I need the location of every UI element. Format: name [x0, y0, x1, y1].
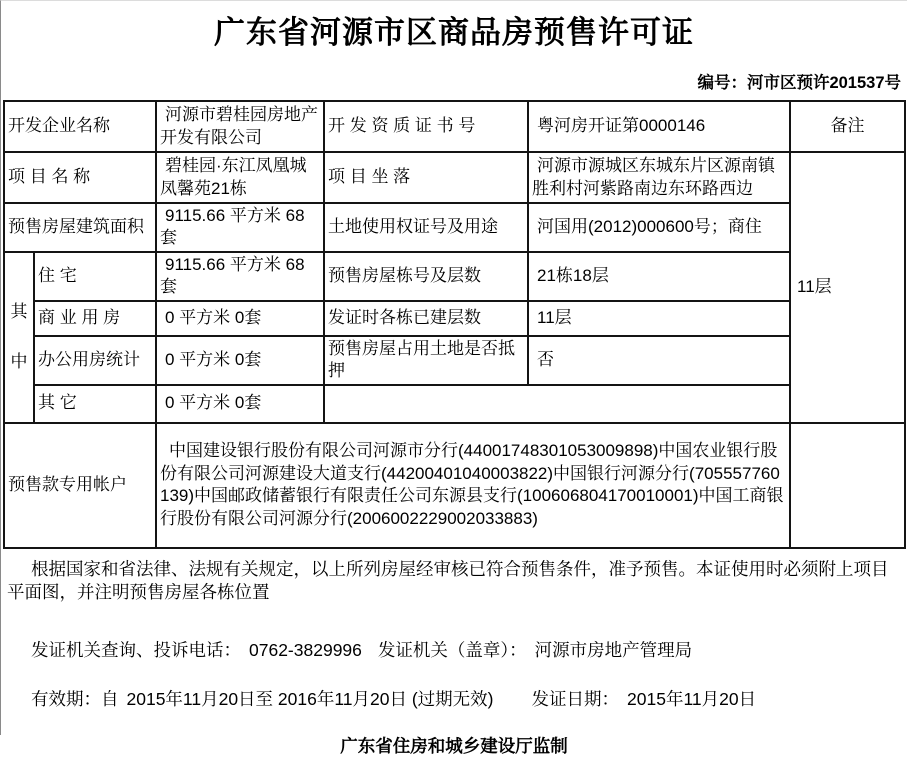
issue-date-value: 2015年11月20日: [627, 689, 757, 710]
built-floors-label: 发证时各栋已建层数: [324, 301, 528, 336]
built-floors-value: 11层: [528, 301, 790, 336]
empty-cell: [324, 385, 790, 423]
project-location-label: 项 目 坐 落: [324, 152, 528, 203]
residential-value: 9115.66 平方米 68套: [156, 252, 324, 301]
validity-value: 2015年11月20日至 2016年11月20日 (过期无效): [126, 689, 494, 710]
table-row: [4, 252, 905, 301]
remark-header: 备注: [790, 101, 905, 152]
project-name-label: 项 目 名 称: [4, 152, 156, 203]
page-title: 广东省河源市区商品房预售许可证: [214, 15, 694, 50]
table-row: [4, 152, 905, 203]
supervising-authority-footer: 广东省住房和城乡建设厅监制: [340, 736, 568, 757]
serial-number: 编号：河市区预许201537号: [697, 74, 901, 92]
land-cert-value: 河国用(2012)000600号；商住: [528, 203, 790, 252]
remark-value: 11层: [790, 152, 905, 423]
escrow-account-value: 中国建设银行股份有限公司河源市分行(44001748301053009898)中国农业银行股份有限公司河源建设大道支行(44200401040003822)中国银行河源分行(705557760139)中国邮政储蓄银行有限责任公司东源县支行(100606804170010001)中国工商银行股份有限公司河源分行(2006002229002033883): [156, 423, 790, 548]
commercial-value: 0 平方米 0套: [156, 301, 324, 336]
developer-name-value: 河源市碧桂园房地产开发有限公司: [156, 101, 324, 152]
escrow-account-label: 预售款专用帐户: [4, 423, 156, 548]
phone-label: 发证机关查询、投诉电话：: [31, 640, 241, 661]
building-floors-label: 预售房屋栋号及层数: [324, 252, 528, 301]
validity-line: [31, 686, 907, 711]
presale-area-label: 预售房屋建筑面积: [4, 203, 156, 252]
land-mortgaged-value: 否: [528, 336, 790, 385]
office-value: 0 平方米 0套: [156, 336, 324, 385]
commercial-label: 商 业 用 房: [34, 301, 156, 336]
residential-label: 住 宅: [34, 252, 156, 301]
land-cert-label: 土地使用权证号及用途: [324, 203, 528, 252]
table-row: [4, 423, 905, 548]
project-name-value: 碧桂园·东江凤凰城凤馨苑21栋: [156, 152, 324, 203]
among-which-char-bottom: 中: [10, 352, 28, 372]
other-value: 0 平方米 0套: [156, 385, 324, 423]
table-row: [4, 301, 905, 336]
office-label: 办公用房统计: [34, 336, 156, 385]
presale-area-value: 9115.66 平方米 68套: [156, 203, 324, 252]
among-which-stack: [8, 301, 30, 374]
phone-number: 0762-3829996: [249, 640, 362, 661]
developer-name-label: 开发企业名称: [4, 101, 156, 152]
table-row: [4, 203, 905, 252]
remark-empty-cell: [790, 423, 905, 548]
other-label: 其 它: [34, 385, 156, 423]
authority-label: 发证机关（盖章）：: [377, 640, 527, 661]
among-which-char-top: 其: [10, 301, 28, 321]
qualification-cert-value: 粤河房开证第0000146: [528, 101, 790, 152]
building-floors-value: 21栋18层: [528, 252, 790, 301]
table-row: [4, 101, 905, 152]
table-row: [4, 336, 905, 385]
issuer-contact-line: [31, 637, 907, 662]
qualification-cert-label: 开 发 资 质 证 书 号: [324, 101, 528, 152]
authority-value: 河源市房地产管理局: [534, 640, 693, 661]
issue-date-label: 发证日期：: [531, 689, 620, 710]
among-which-group-label: [4, 252, 34, 423]
validity-label: 有效期：自: [31, 689, 119, 710]
table-row: [4, 385, 905, 423]
land-mortgaged-label: 预售房屋占用土地是否抵押: [324, 336, 528, 385]
regulation-note: 根据国家和省法律、法规有关规定，以上所列房屋经审核已符合预售条件，准予预售。本证使用时必须附上项目平面图，并注明预售房屋各栋位置: [7, 558, 889, 602]
permit-table: [3, 100, 906, 549]
project-location-value: 河源市源城区东城东片区源南镇胜利村河紫路南边东环路西边: [528, 152, 790, 203]
